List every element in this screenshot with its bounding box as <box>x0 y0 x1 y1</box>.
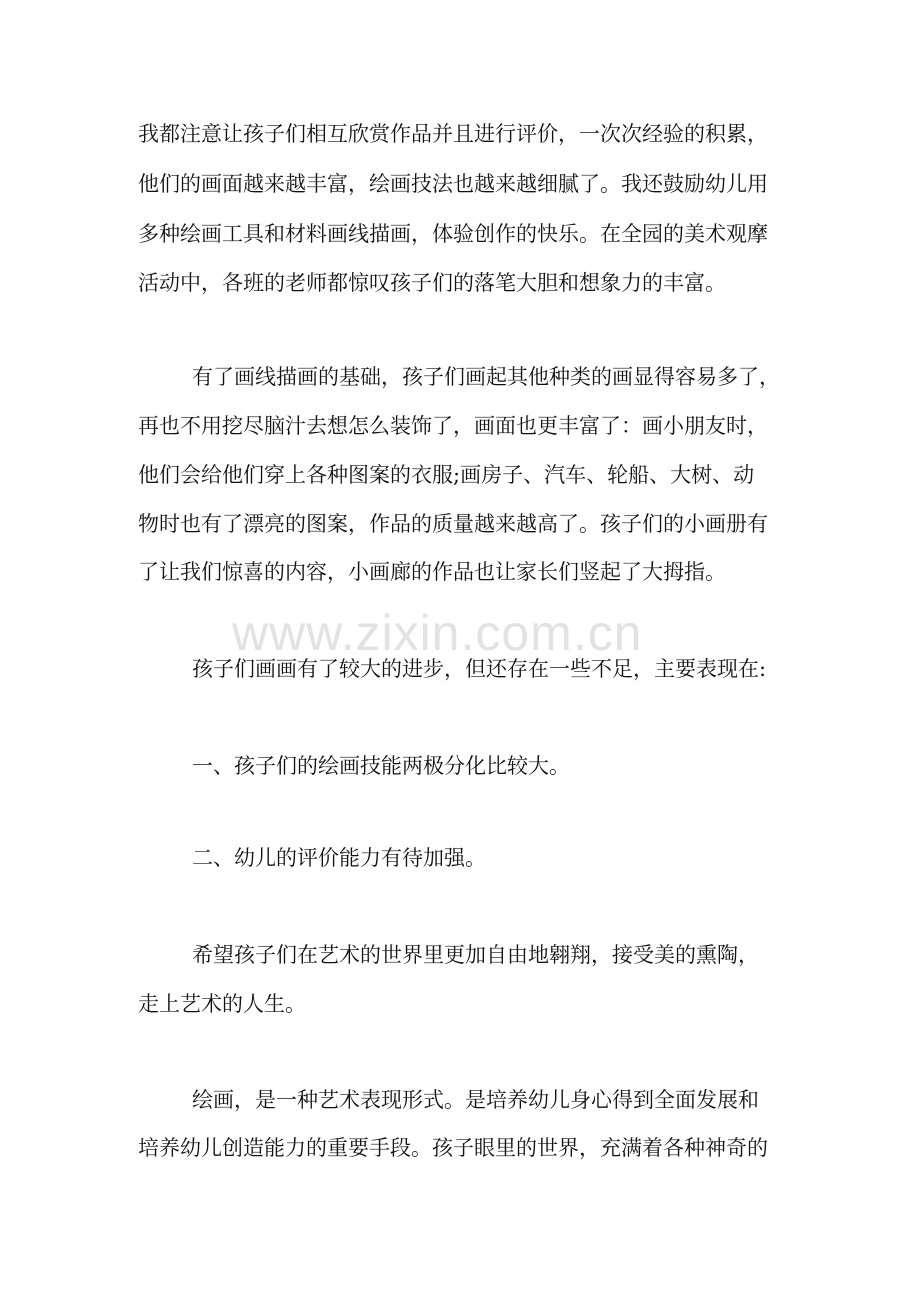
text-line: 多种绘画工具和材料画线描画，体验创作的快乐。在全园的美术观摩 <box>138 222 768 246</box>
text-line: 一、孩子们的绘画技能两极分化比较大。 <box>192 754 570 778</box>
watermark: www.zixin.com.cn <box>232 605 643 661</box>
text-line: 物时也有了漂亮的图案，作品的质量越来越高了。孩子们的小画册有 <box>138 512 768 536</box>
text-line: 再也不用挖尽脑汁去想怎么装饰了，画面也更丰富了：画小朋友时， <box>138 414 768 438</box>
text-line: 培养幼儿创造能力的重要手段。孩子眼里的世界，充满着各种神奇的 <box>138 1136 768 1160</box>
text-line: 我都注意让孩子们相互欣赏作品并且进行评价，一次次经验的积累， <box>138 122 768 146</box>
text-line: 走上艺术的人生。 <box>138 992 306 1016</box>
text-line: 绘画，是一种艺术表现形式。是培养幼儿身心得到全面发展和 <box>192 1088 759 1112</box>
text-line: 他们会给他们穿上各种图案的衣服;画房子、汽车、轮船、大树、动 <box>138 463 755 487</box>
text-line: 有了画线描画的基础，孩子们画起其他种类的画显得容易多了， <box>192 365 780 389</box>
text-line: 二、幼儿的评价能力有待加强。 <box>192 846 486 870</box>
text-line: 希望孩子们在艺术的世界里更加自由地翱翔，接受美的熏陶， <box>192 943 759 967</box>
text-line: 了让我们惊喜的内容，小画廊的作品也让家长们竖起了大拇指。 <box>138 560 726 584</box>
text-line: 活动中，各班的老师都惊叹孩子们的落笔大胆和想象力的丰富。 <box>138 271 726 295</box>
text-line: 孩子们画画有了较大的进步，但还存在一些不足，主要表现在: <box>192 657 767 681</box>
text-line: 他们的画面越来越丰富，绘画技法也越来越细腻了。我还鼓励幼儿用 <box>138 172 768 196</box>
